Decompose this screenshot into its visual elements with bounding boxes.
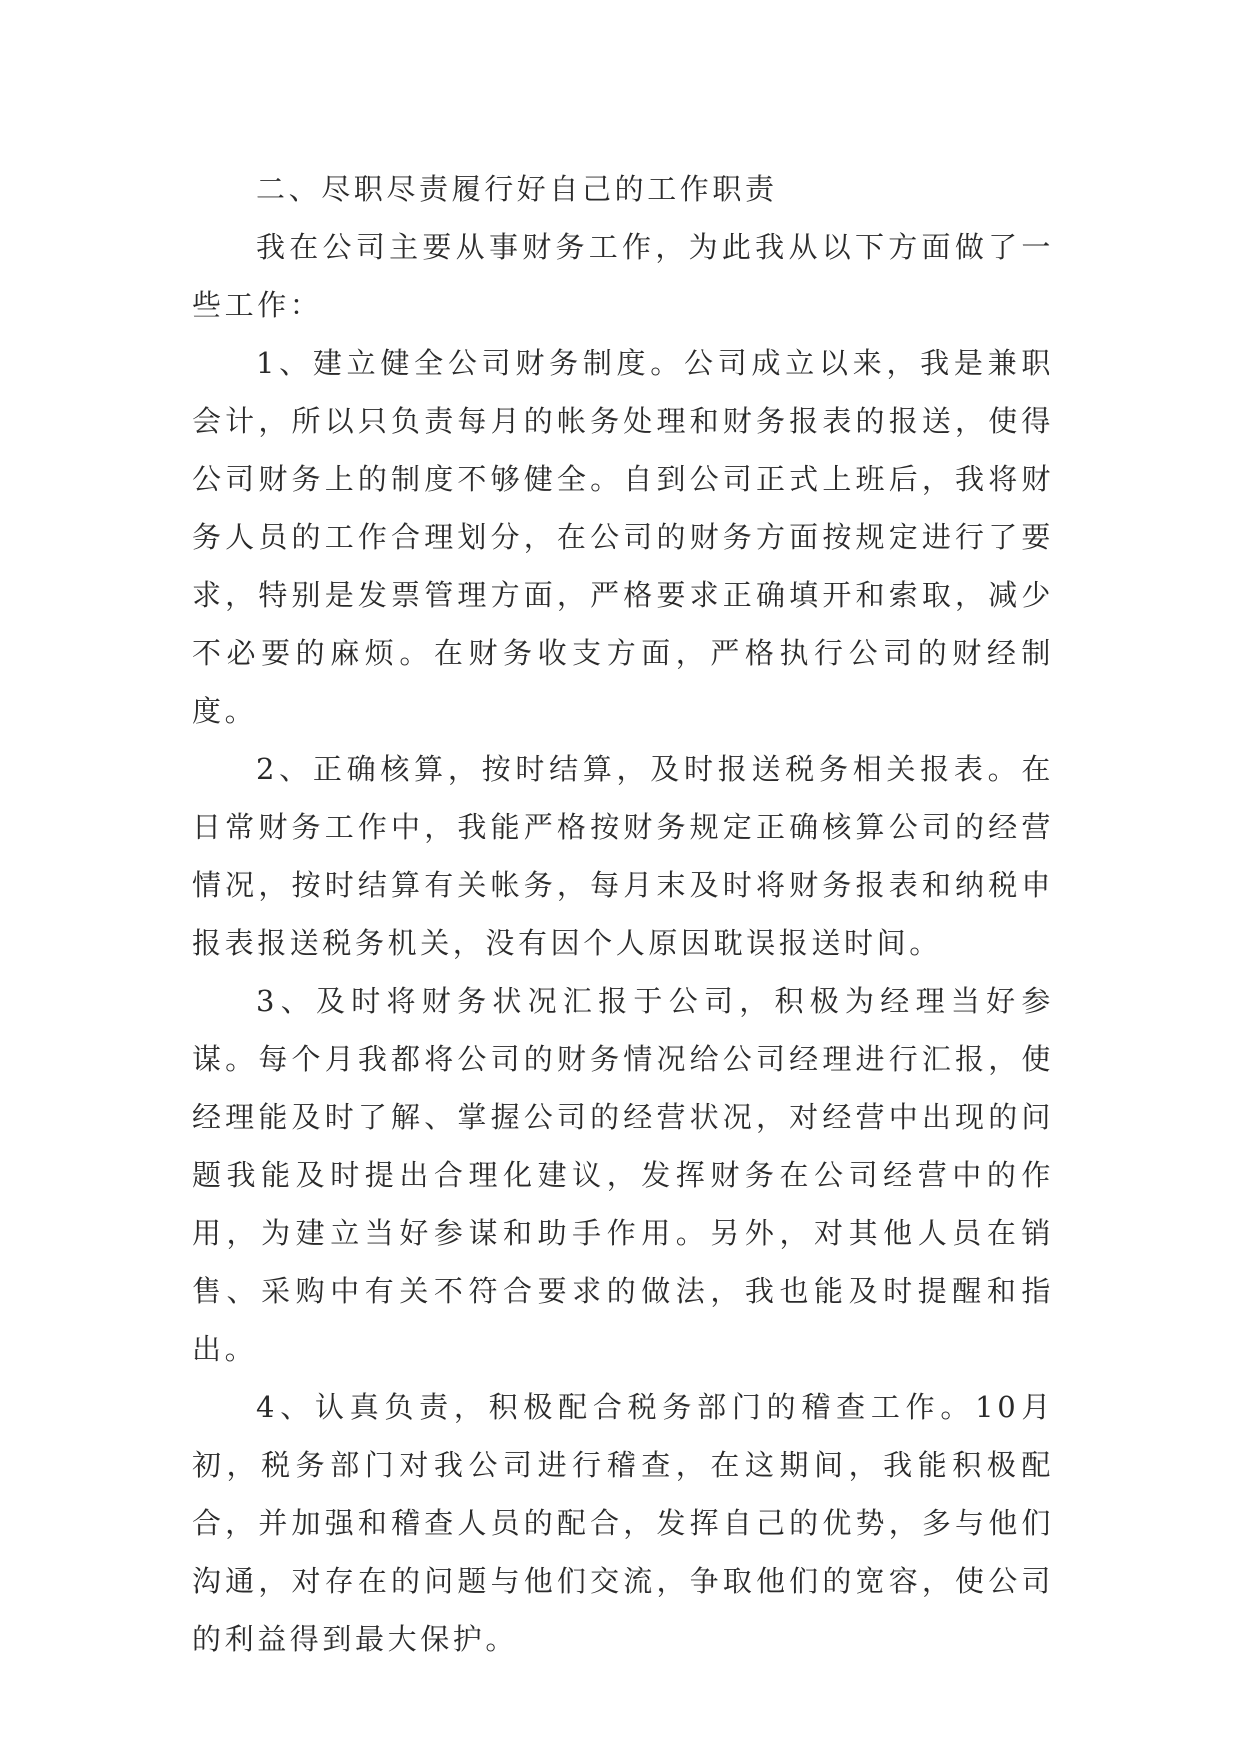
paragraph-item-1: 1、建立健全公司财务制度。公司成立以来，我是兼职会计，所以只负责每月的帐务处理和财务报表的报送，使得公司财务上的制度不够健全。自到公司正式上班后，我将财务人员的工作合理划分，在公司的财务方面按规定进行了要求，特别是发票管理方面，严格要求正确填开和索取，减少不必要的麻烦。在财务收支方面，严格执行公司的财经制度。 — [192, 346, 1054, 728]
paragraph-item-3: 3、及时将财务状况汇报于公司，积极为经理当好参谋。每个月我都将公司的财务情况给公司经理进行汇报，使经理能及时了解、掌握公司的经营状况，对经营中出现的问题我能及时提出合理化建议，发挥财务在公司经营中的作用，为建立当好参谋和助手作用。另外，对其他人员在销售、采购中有关不符合要求的做法，我也能及时提醒和指出。 — [192, 984, 1054, 1366]
paragraph-item-2: 2、正确核算，按时结算，及时报送税务相关报表。在日常财务工作中，我能严格按财务规定正确核算公司的经营情况，按时结算有关帐务，每月末及时将财务报表和纳税申报表报送税务机关，没有因个人原因耽误报送时间。 — [192, 752, 1054, 960]
section-heading: 二、尽职尽责履行好自己的工作职责 — [256, 172, 778, 206]
paragraph-item-4: 4、认真负责，积极配合税务部门的稽查工作。10月初，税务部门对我公司进行稽查，在这期间，我能积极配合，并加强和稽查人员的配合，发挥自己的优势，多与他们沟通，对存在的问题与他们交流，争取他们的宽容，使公司的利益得到最大保护。 — [192, 1390, 1054, 1656]
paragraph-intro: 我在公司主要从事财务工作，为此我从以下方面做了一些工作： — [192, 230, 1054, 322]
document-body — [192, 160, 1054, 1668]
